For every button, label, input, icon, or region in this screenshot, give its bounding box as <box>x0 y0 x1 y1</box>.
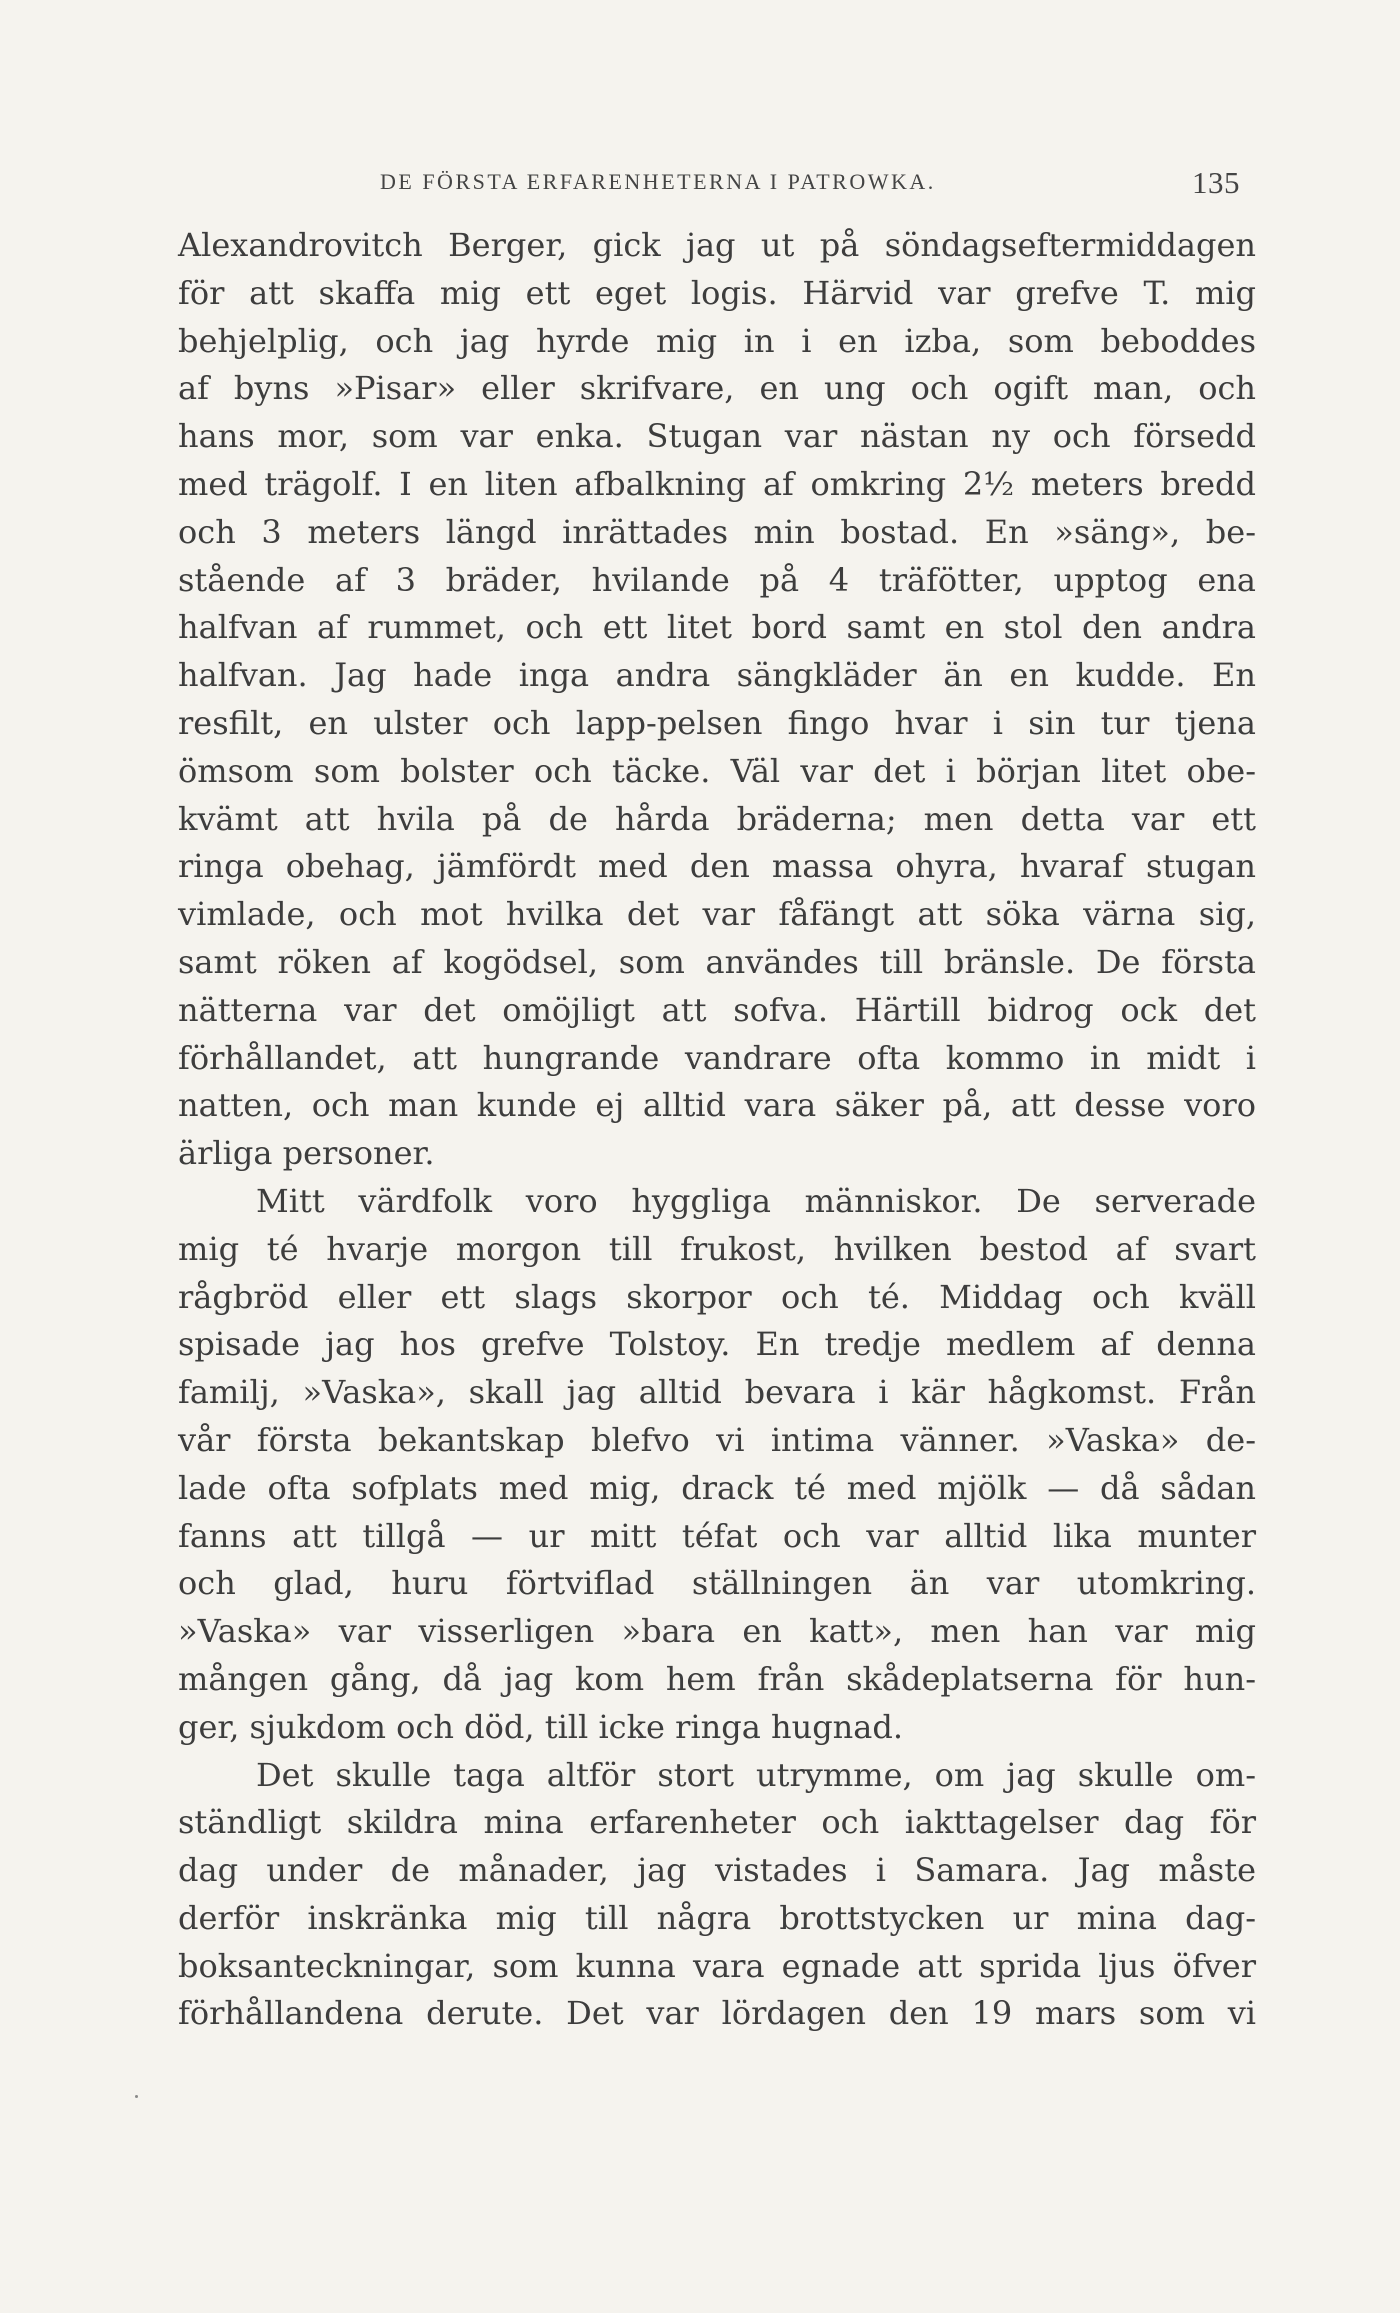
text-line: halfvan. Jag hade inga andra sängkläder än en kudde. En <box>178 656 1256 695</box>
text-line: stående af 3 bräder, hvilande på 4 träfötter, upptog ena <box>178 560 1256 599</box>
paragraph-first-line: Mitt värdfolk voro hyggliga människor. De serverade <box>256 1181 1256 1220</box>
text-line: fanns att tillgå — ur mitt téfat och var alltid lika munter <box>178 1516 1256 1555</box>
text-line: kvämt att hvila på de hårda bräderna; men detta var ett <box>178 799 1256 838</box>
text-line: ringa obehag, jämfördt med den massa ohyra, hvaraf stugan <box>178 847 1256 886</box>
text-line: familj, »Vaska», skall jag alltid bevara i kär hågkomst. Från <box>178 1373 1256 1412</box>
text-line: derför inskränka mig till några brottstycken ur mina dag- <box>178 1898 1256 1937</box>
text-line: dag under de månader, jag vistades i Samara. Jag måste <box>178 1851 1256 1890</box>
text-line: ständligt skildra mina erfarenheter och iakttagelser dag för <box>178 1803 1256 1842</box>
paper-speck <box>135 2095 138 2098</box>
text-line: »Vaska» var visserligen »bara en katt», men han var mig <box>178 1612 1256 1651</box>
paragraph-first-line: Det skulle taga altför stort utrymme, om jag skulle om- <box>256 1755 1256 1794</box>
text-line: Alexandrovitch Berger, gick jag ut på söndagseftermiddagen <box>178 226 1256 264</box>
text-line: af byns »Pisar» eller skrifvare, en ung och ogift man, och <box>178 369 1256 408</box>
text-line: mig té hvarje morgon till frukost, hvilken bestod af svart <box>178 1229 1256 1268</box>
running-head <box>380 165 1240 205</box>
text-line: med trägolf. I en liten afbalkning af omkring 2½ meters bredd <box>178 464 1256 503</box>
page-number: 135 <box>1192 165 1240 200</box>
text-line: förhållandena derute. Det var lördagen den 19 mars som vi <box>178 1994 1256 2033</box>
text-line: förhållandet, att hungrande vandrare ofta kommo in midt i <box>178 1038 1256 1077</box>
running-title: DE FÖRSTA ERFARENHETERNA I PATROWKA. <box>380 169 936 194</box>
text-line: halfvan af rummet, och ett litet bord samt en stol den andra <box>178 608 1256 647</box>
text-line: behjelplig, och jag hyrde mig in i en izba, som beboddes <box>178 321 1256 360</box>
text-line: och glad, huru förtviflad ställningen än var utomkring. <box>178 1564 1256 1603</box>
text-line: samt röken af kogödsel, som användes till bränsle. De första <box>178 942 1256 981</box>
text-line: natten, och man kunde ej alltid vara säker på, att desse voro <box>178 1086 1256 1125</box>
text-line: rågbröd eller ett slags skorpor och té. Middag och kväll <box>178 1277 1256 1316</box>
text-line: för att skaffa mig ett eget logis. Härvid var grefve T. mig <box>178 273 1256 312</box>
text-line: resfilt, en ulster och lapp-pelsen fingo hvar i sin tur tjena <box>178 703 1256 742</box>
text-line: lade ofta sofplats med mig, drack té med mjölk — då sådan <box>178 1468 1256 1507</box>
text-line: spisade jag hos grefve Tolstoy. En tredje medlem af denna <box>178 1325 1256 1364</box>
text-line: ärliga personer. <box>178 1134 435 1173</box>
body-text <box>178 222 1256 2038</box>
text-line: vimlade, och mot hvilka det var fåfängt att söka värna sig, <box>178 895 1256 934</box>
text-line: vår första bekantskap blefvo vi intima vänner. »Vaska» de- <box>178 1420 1256 1459</box>
text-line: hans mor, som var enka. Stugan var nästan ny och försedd <box>178 417 1256 456</box>
text-line: ger, sjukdom och död, till icke ringa hugnad. <box>178 1707 904 1746</box>
text-line: nätterna var det omöjligt att sofva. Härtill bidrog ock det <box>178 990 1256 1029</box>
text-line: ömsom som bolster och täcke. Väl var det i början litet obe- <box>178 751 1256 790</box>
text-line: och 3 meters längd inrättades min bostad. En »säng», be- <box>178 512 1256 551</box>
text-line: boksanteckningar, som kunna vara egnade att sprida ljus öfver <box>178 1946 1256 1985</box>
text-line: mången gång, då jag kom hem från skådeplatserna för hun- <box>178 1659 1256 1698</box>
